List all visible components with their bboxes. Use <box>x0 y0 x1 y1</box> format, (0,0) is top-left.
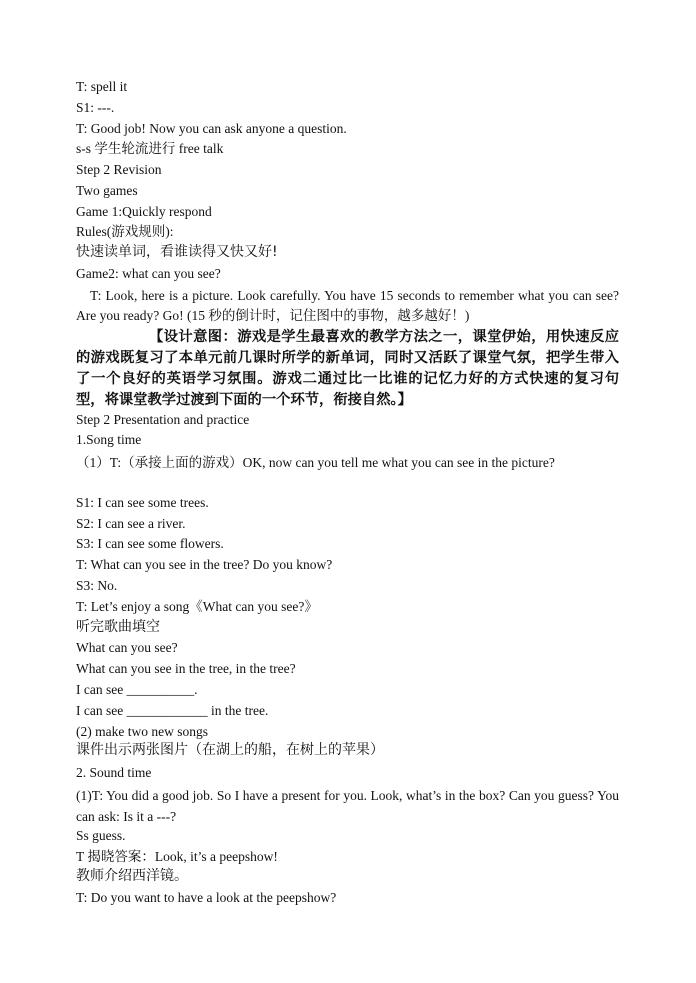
text-line: Ss guess. <box>76 828 126 843</box>
text-line: S2: I can see a river. <box>76 516 186 531</box>
text-line: What can you see in the tree, in the tree? <box>76 661 296 676</box>
text-line: Two games <box>76 183 138 198</box>
text-line: S3: No. <box>76 578 118 593</box>
text-line: S1: I can see some trees. <box>76 495 209 510</box>
text-line: T: spell it <box>76 79 128 94</box>
text-line: T: Let’s enjoy a song《What can you see?》 <box>76 599 318 614</box>
text-line: S3: I can see some flowers. <box>76 536 224 551</box>
text-line: 课件出示两张图片（在湖上的船，在树上的苹果） <box>76 742 384 758</box>
text-line: Rules(游戏规则): <box>76 224 174 239</box>
text-line: I can see ____________ in the tree. <box>76 703 269 718</box>
text-paragraph: (1)T: You did a good job. So I have a present for you. Look, what’s in the box? Can you guess? You can ask: Is it a ---? <box>76 788 619 824</box>
text-line: 快速读单词，看谁读得又快又好! <box>76 244 278 260</box>
text-line: T: What can you see in the tree? Do you know? <box>76 557 333 572</box>
text-line: Game 1:Quickly respond <box>76 204 212 219</box>
text-line: (2) make two new songs <box>76 724 208 739</box>
text-line: What can you see? <box>76 640 178 655</box>
text-line: 听完歌曲填空 <box>76 619 160 635</box>
text-line: s-s 学生轮流进行 free talk <box>76 141 224 156</box>
text-line: Game2: what can you see? <box>76 266 221 281</box>
text-line: I can see __________. <box>76 682 198 697</box>
text-paragraph: （1）T:（承接上面的游戏）OK, now can you tell me what you can see in the picture? <box>76 455 555 470</box>
section-heading: 2. Sound time <box>76 765 152 780</box>
text-line: 教师介绍西洋镜。 <box>76 868 188 884</box>
text-line: T 揭晓答案：Look, it’s a peepshow! <box>76 849 278 864</box>
text-line: T: Good job! Now you can ask anyone a question. <box>76 121 347 136</box>
section-heading: Step 2 Revision <box>76 162 162 177</box>
text-line: S1: ---. <box>76 100 115 115</box>
section-heading: Step 2 Presentation and practice <box>76 412 250 427</box>
text-line: T: Do you want to have a look at the peepshow? <box>76 890 337 905</box>
text-paragraph: T: Look, here is a picture. Look carefully. You have 15 seconds to remember what you can see? Are you ready? Go! (15 秒的倒计时，记住图中的事物，越多越好！) <box>76 288 619 323</box>
text-line: 1.Song time <box>76 432 142 447</box>
design-intent-paragraph: 【设计意图：游戏是学生最喜欢的教学方法之一，课堂伊始，用快速反应的游戏既复习了本单元前几课时所学的新单词，同时又活跃了课堂气氛，把学生带入了一个良好的英语学习氛围。游戏二通过比一比谁的记忆力好的方式快速的复习句型，将课堂教学过渡到下面的一个环节，衔接自然。】 <box>76 329 619 408</box>
